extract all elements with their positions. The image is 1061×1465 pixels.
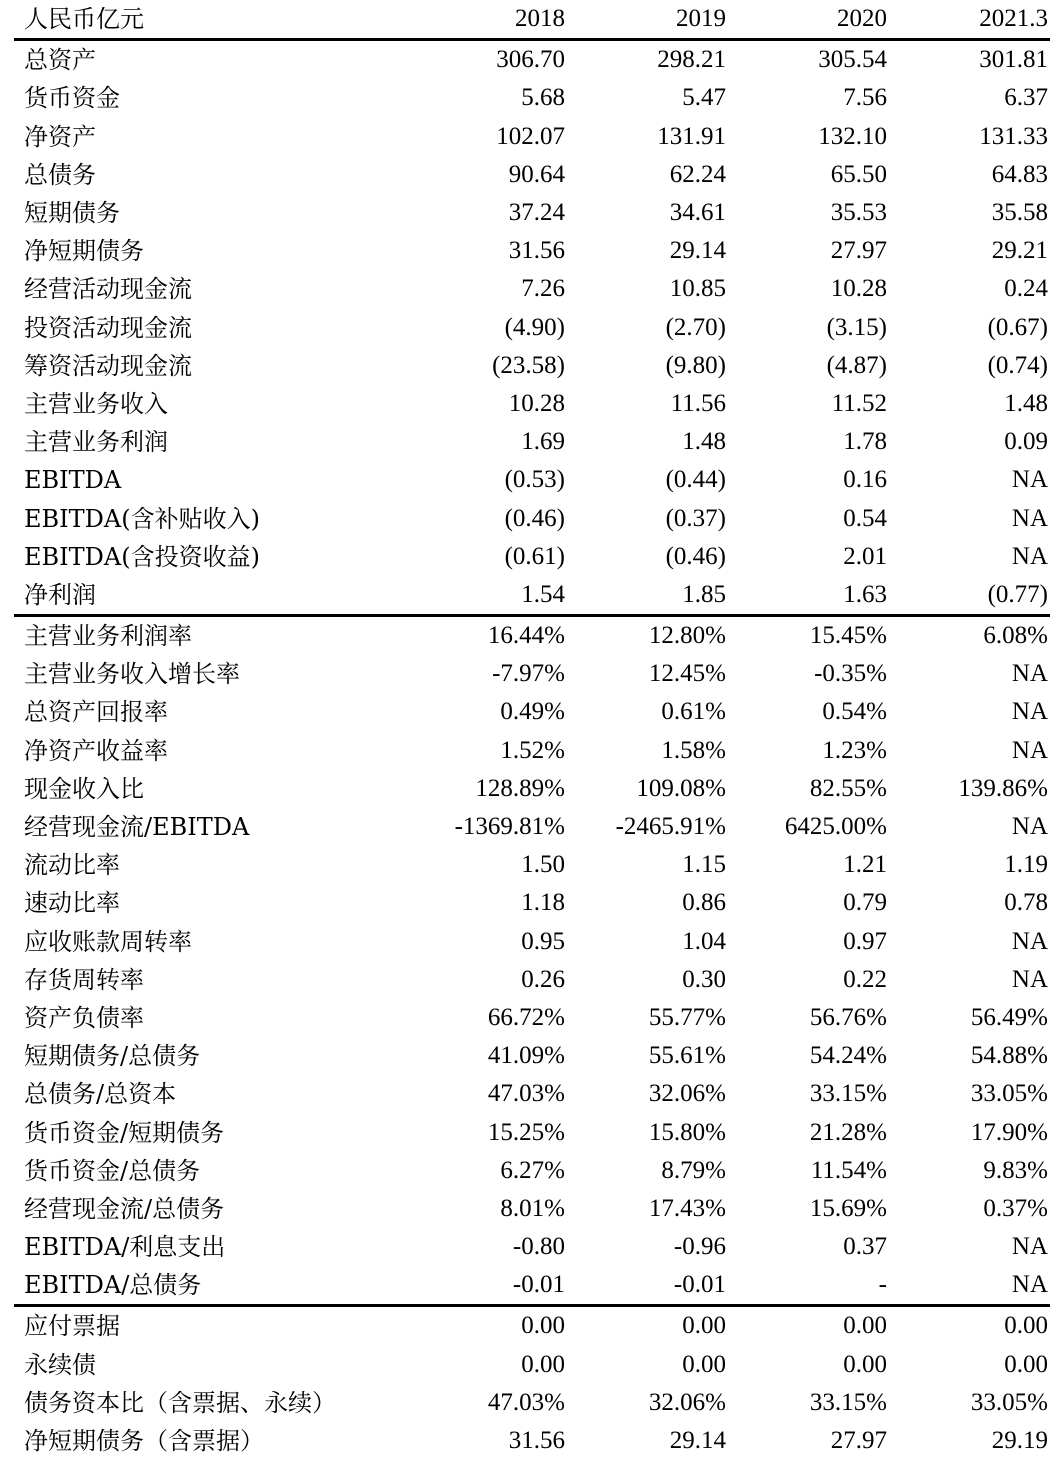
row-value: 54.24% [809,1042,887,1070]
table-row [14,693,1050,731]
row-value: 47.03% [487,1080,565,1108]
row-label: 净资产 [24,122,96,151]
row-value: 0.09 [1004,428,1048,456]
table-row [14,884,1050,922]
table-row [14,118,1050,156]
row-value: 1.50 [521,851,565,879]
row-value: 11.54% [810,1156,887,1184]
row-value: (0.46) [665,542,726,570]
row-value: 128.89% [475,774,565,802]
table-body [14,40,1050,1460]
row-label: 投资活动现金流 [24,313,192,342]
table-row [14,270,1050,308]
row-value: 5.47 [682,84,726,112]
row-value: 37.24 [508,199,565,227]
row-value: 12.45% [648,660,726,688]
table-row [14,1266,1050,1306]
financial-table-sheet [14,0,1050,1460]
row-value: 0.00 [1004,1312,1048,1340]
row-value: 298.21 [657,46,726,74]
table-row [14,999,1050,1037]
row-value: (9.80) [665,351,726,379]
table-row [14,1037,1050,1075]
row-label: EBITDA/总债务 [14,1266,406,1306]
row-value: 33.05% [970,1388,1048,1416]
table-row [14,923,1050,961]
row-value: 32.06% [648,1080,726,1108]
row-value: 0.86 [682,889,726,917]
row-label: 主营业务利润 [24,428,168,457]
row-label: 主营业务收入 [24,389,168,418]
row-label: EBITDA(含投资收益) [24,542,260,571]
row-value: NA [1011,927,1048,955]
row-value: 0.00 [843,1350,887,1378]
row-label: 净利润 [14,576,406,616]
row-value: (4.87) [826,351,887,379]
row-value: 29.14 [669,1427,726,1455]
row-value: 1.23% [822,736,887,764]
header-year-2019: 2019 [567,0,728,40]
table-row [14,347,1050,385]
row-value: 29.21 [991,237,1048,265]
row-value: 0.22 [843,965,887,993]
row-value: 10.85 [669,275,726,303]
row-label: EBITDA(含补贴收入) [24,504,260,533]
row-value: 301.81 [979,46,1048,74]
row-value: 17.43% [648,1194,726,1222]
row-value: 65.50 [830,160,887,188]
row-value: 0.00 [521,1312,565,1340]
row-label: 总债务 [24,160,96,189]
row-value: 5.68 [521,84,565,112]
row-value: 29.19 [991,1427,1048,1455]
row-value: 47.03% [487,1388,565,1416]
row-label: 净短期债务 [24,237,144,266]
header-year-2018: 2018 [406,0,567,40]
table-row [14,499,1050,537]
row-value: 1.48 [1004,389,1048,417]
row-label: 货币资金/总债务 [24,1156,201,1185]
row-label: 存货周转率 [24,965,144,994]
row-value: 11.52 [831,389,887,417]
row-value: 0.00 [1004,1350,1048,1378]
row-value: 131.91 [657,122,726,150]
row-value: NA [889,1266,1050,1306]
row-value: 0.00 [682,1350,726,1378]
table-row [14,461,1050,499]
table-header [14,0,1050,40]
row-value: 0.26 [521,965,565,993]
row-label: 净资产收益率 [24,736,168,765]
row-value: 0.00 [843,1312,887,1340]
row-label: 总资产回报率 [24,698,168,727]
row-value: 1.48 [682,428,726,456]
row-value: 0.16 [843,466,887,494]
row-value: 1.19 [1004,851,1048,879]
row-label: 总资产 [24,46,96,75]
row-value: 56.49% [970,1003,1048,1031]
row-value: 55.77% [648,1003,726,1031]
row-value: 90.64 [508,160,565,188]
row-value: (0.77) [889,576,1050,616]
row-value: 31.56 [508,237,565,265]
row-label: 资产负债率 [24,1003,144,1032]
row-value: 33.15% [809,1388,887,1416]
row-value: 10.28 [508,389,565,417]
row-value: 27.97 [830,237,887,265]
table-row [14,846,1050,884]
table-row [14,1190,1050,1228]
row-label: EBITDA/利息支出 [24,1233,226,1262]
row-value: 1.04 [682,927,726,955]
row-value: 305.54 [818,46,887,74]
row-value: (23.58) [492,351,565,379]
row-value: (0.53) [504,466,565,494]
row-value: 1.69 [521,428,565,456]
table-row [14,194,1050,232]
row-value: 35.58 [991,199,1048,227]
table-row [14,961,1050,999]
row-value: 64.83 [991,160,1048,188]
financial-summary-table [14,0,1050,1460]
row-value: 55.61% [648,1042,726,1070]
row-value: - [728,1266,889,1306]
table-row [14,40,1050,80]
row-value: 0.79 [843,889,887,917]
row-value: 6.37 [1004,84,1048,112]
row-value: 31.56 [508,1427,565,1455]
row-value: NA [1011,736,1048,764]
row-value: 0.49% [500,698,565,726]
table-row [14,655,1050,693]
row-value: -0.01 [567,1266,728,1306]
table-row [14,1075,1050,1113]
row-value: 32.06% [648,1388,726,1416]
row-value: 17.90% [970,1118,1048,1146]
row-value: 54.88% [970,1042,1048,1070]
row-value: (3.15) [826,313,887,341]
table-row [14,1152,1050,1190]
row-value: 0.78 [1004,889,1048,917]
row-value: (0.44) [665,466,726,494]
table-row [14,156,1050,194]
row-value: (0.61) [504,542,565,570]
table-row [14,1113,1050,1151]
row-value: (0.46) [504,504,565,532]
row-value: 0.00 [682,1312,726,1340]
row-value: 9.83% [983,1156,1048,1184]
row-value: -0.35% [814,660,887,688]
table-row [14,423,1050,461]
row-value: 1.58% [661,736,726,764]
table-row [14,1422,1050,1460]
row-value: 139.86% [958,774,1048,802]
row-label: EBITDA [24,466,122,495]
row-label: 货币资金/短期债务 [24,1118,225,1147]
row-value: 35.53 [830,199,887,227]
row-value: NA [1011,466,1048,494]
row-label: 流动比率 [24,851,120,880]
row-value: -2465.91% [615,813,726,841]
row-label: 货币资金 [24,84,120,113]
row-value: (0.67) [987,313,1048,341]
row-value: 1.85 [567,576,728,616]
row-label: 短期债务/总债务 [24,1042,201,1071]
table-row [14,576,1050,616]
row-label: 筹资活动现金流 [24,351,192,380]
row-value: 12.80% [648,622,726,650]
row-value: 131.33 [979,122,1048,150]
table-row [14,770,1050,808]
row-value: 11.56 [670,389,726,417]
row-value: -0.96 [673,1233,726,1261]
table-row [14,732,1050,770]
row-value: 33.15% [809,1080,887,1108]
row-value: 33.05% [970,1080,1048,1108]
row-value: 1.18 [521,889,565,917]
table-row [14,79,1050,117]
row-value: 7.56 [843,84,887,112]
row-value: -0.01 [406,1266,567,1306]
row-label: 经营现金流/总债务 [24,1194,225,1223]
row-value: 1.54 [406,576,567,616]
row-value: 132.10 [818,122,887,150]
row-value: 0.97 [843,927,887,955]
row-value: 1.52% [500,736,565,764]
row-value: 6.08% [983,622,1048,650]
table-row [14,1306,1050,1346]
row-value: 82.55% [809,774,887,802]
row-value: 7.26 [521,275,565,303]
row-value: 15.45% [809,622,887,650]
table-row [14,385,1050,423]
row-value: NA [1011,698,1048,726]
row-value: (0.74) [987,351,1048,379]
row-value: 15.69% [809,1194,887,1222]
row-value: 0.37 [843,1233,887,1261]
table-row [14,1346,1050,1384]
row-label: 永续债 [24,1350,96,1379]
row-value: 62.24 [669,160,726,188]
row-value: 102.07 [496,122,565,150]
row-label: 应付票据 [24,1312,120,1341]
row-value: -1369.81% [454,813,565,841]
row-value: (2.70) [665,313,726,341]
row-value: 0.95 [521,927,565,955]
row-value: 6425.00% [784,813,887,841]
table-row [14,309,1050,347]
row-label: 应收账款周转率 [24,927,192,956]
row-value: 1.15 [682,851,726,879]
row-label: 净短期债务（含票据） [24,1427,264,1456]
row-value: 16.44% [487,622,565,650]
row-label: 主营业务收入增长率 [24,660,240,689]
row-value: 0.54% [822,698,887,726]
row-value: 0.00 [521,1350,565,1378]
row-value: NA [1011,542,1048,570]
row-value: 0.30 [682,965,726,993]
row-label: 债务资本比（含票据、永续） [24,1388,336,1417]
row-value: (0.37) [665,504,726,532]
row-value: 109.08% [636,774,726,802]
row-value: NA [1011,1233,1048,1261]
row-value: 21.28% [809,1118,887,1146]
row-value: 0.37% [983,1194,1048,1222]
row-value: 15.80% [648,1118,726,1146]
row-value: NA [1011,813,1048,841]
row-value: 1.78 [843,428,887,456]
row-value: 41.09% [487,1042,565,1070]
row-value: 34.61 [669,199,726,227]
row-value: -7.97% [492,660,565,688]
row-label: 主营业务利润率 [24,622,192,651]
table-row [14,808,1050,846]
header-unit-label: 人民币亿元 [14,0,406,40]
row-label: 速动比率 [24,889,120,918]
header-row [14,0,1050,40]
row-label: 经营活动现金流 [24,275,192,304]
row-value: 10.28 [830,275,887,303]
header-year-2021-q1: 2021.3 [889,0,1050,40]
row-value: 15.25% [487,1118,565,1146]
row-value: NA [1011,504,1048,532]
row-label: 经营现金流/EBITDA [24,813,250,842]
row-value: 306.70 [496,46,565,74]
row-value: 0.54 [843,504,887,532]
row-value: 8.01% [500,1194,565,1222]
row-value: 66.72% [487,1003,565,1031]
row-value: 0.24 [1004,275,1048,303]
header-year-2020: 2020 [728,0,889,40]
row-value: 6.27% [500,1156,565,1184]
row-value: 1.63 [728,576,889,616]
row-value: (4.90) [504,313,565,341]
row-value: 0.61% [661,698,726,726]
table-row [14,538,1050,576]
row-value: 8.79% [661,1156,726,1184]
row-value: 1.21 [843,851,887,879]
table-row [14,1228,1050,1266]
table-row [14,232,1050,270]
row-value: -0.80 [512,1233,565,1261]
row-label: 短期债务 [24,199,120,228]
table-row [14,616,1050,656]
table-row [14,1384,1050,1422]
row-value: 29.14 [669,237,726,265]
row-label: 现金收入比 [24,774,144,803]
row-value: 27.97 [830,1427,887,1455]
row-label: 总债务/总资本 [24,1080,177,1109]
row-value: 56.76% [809,1003,887,1031]
row-value: NA [1011,965,1048,993]
row-value: 2.01 [843,542,887,570]
row-value: NA [1011,660,1048,688]
